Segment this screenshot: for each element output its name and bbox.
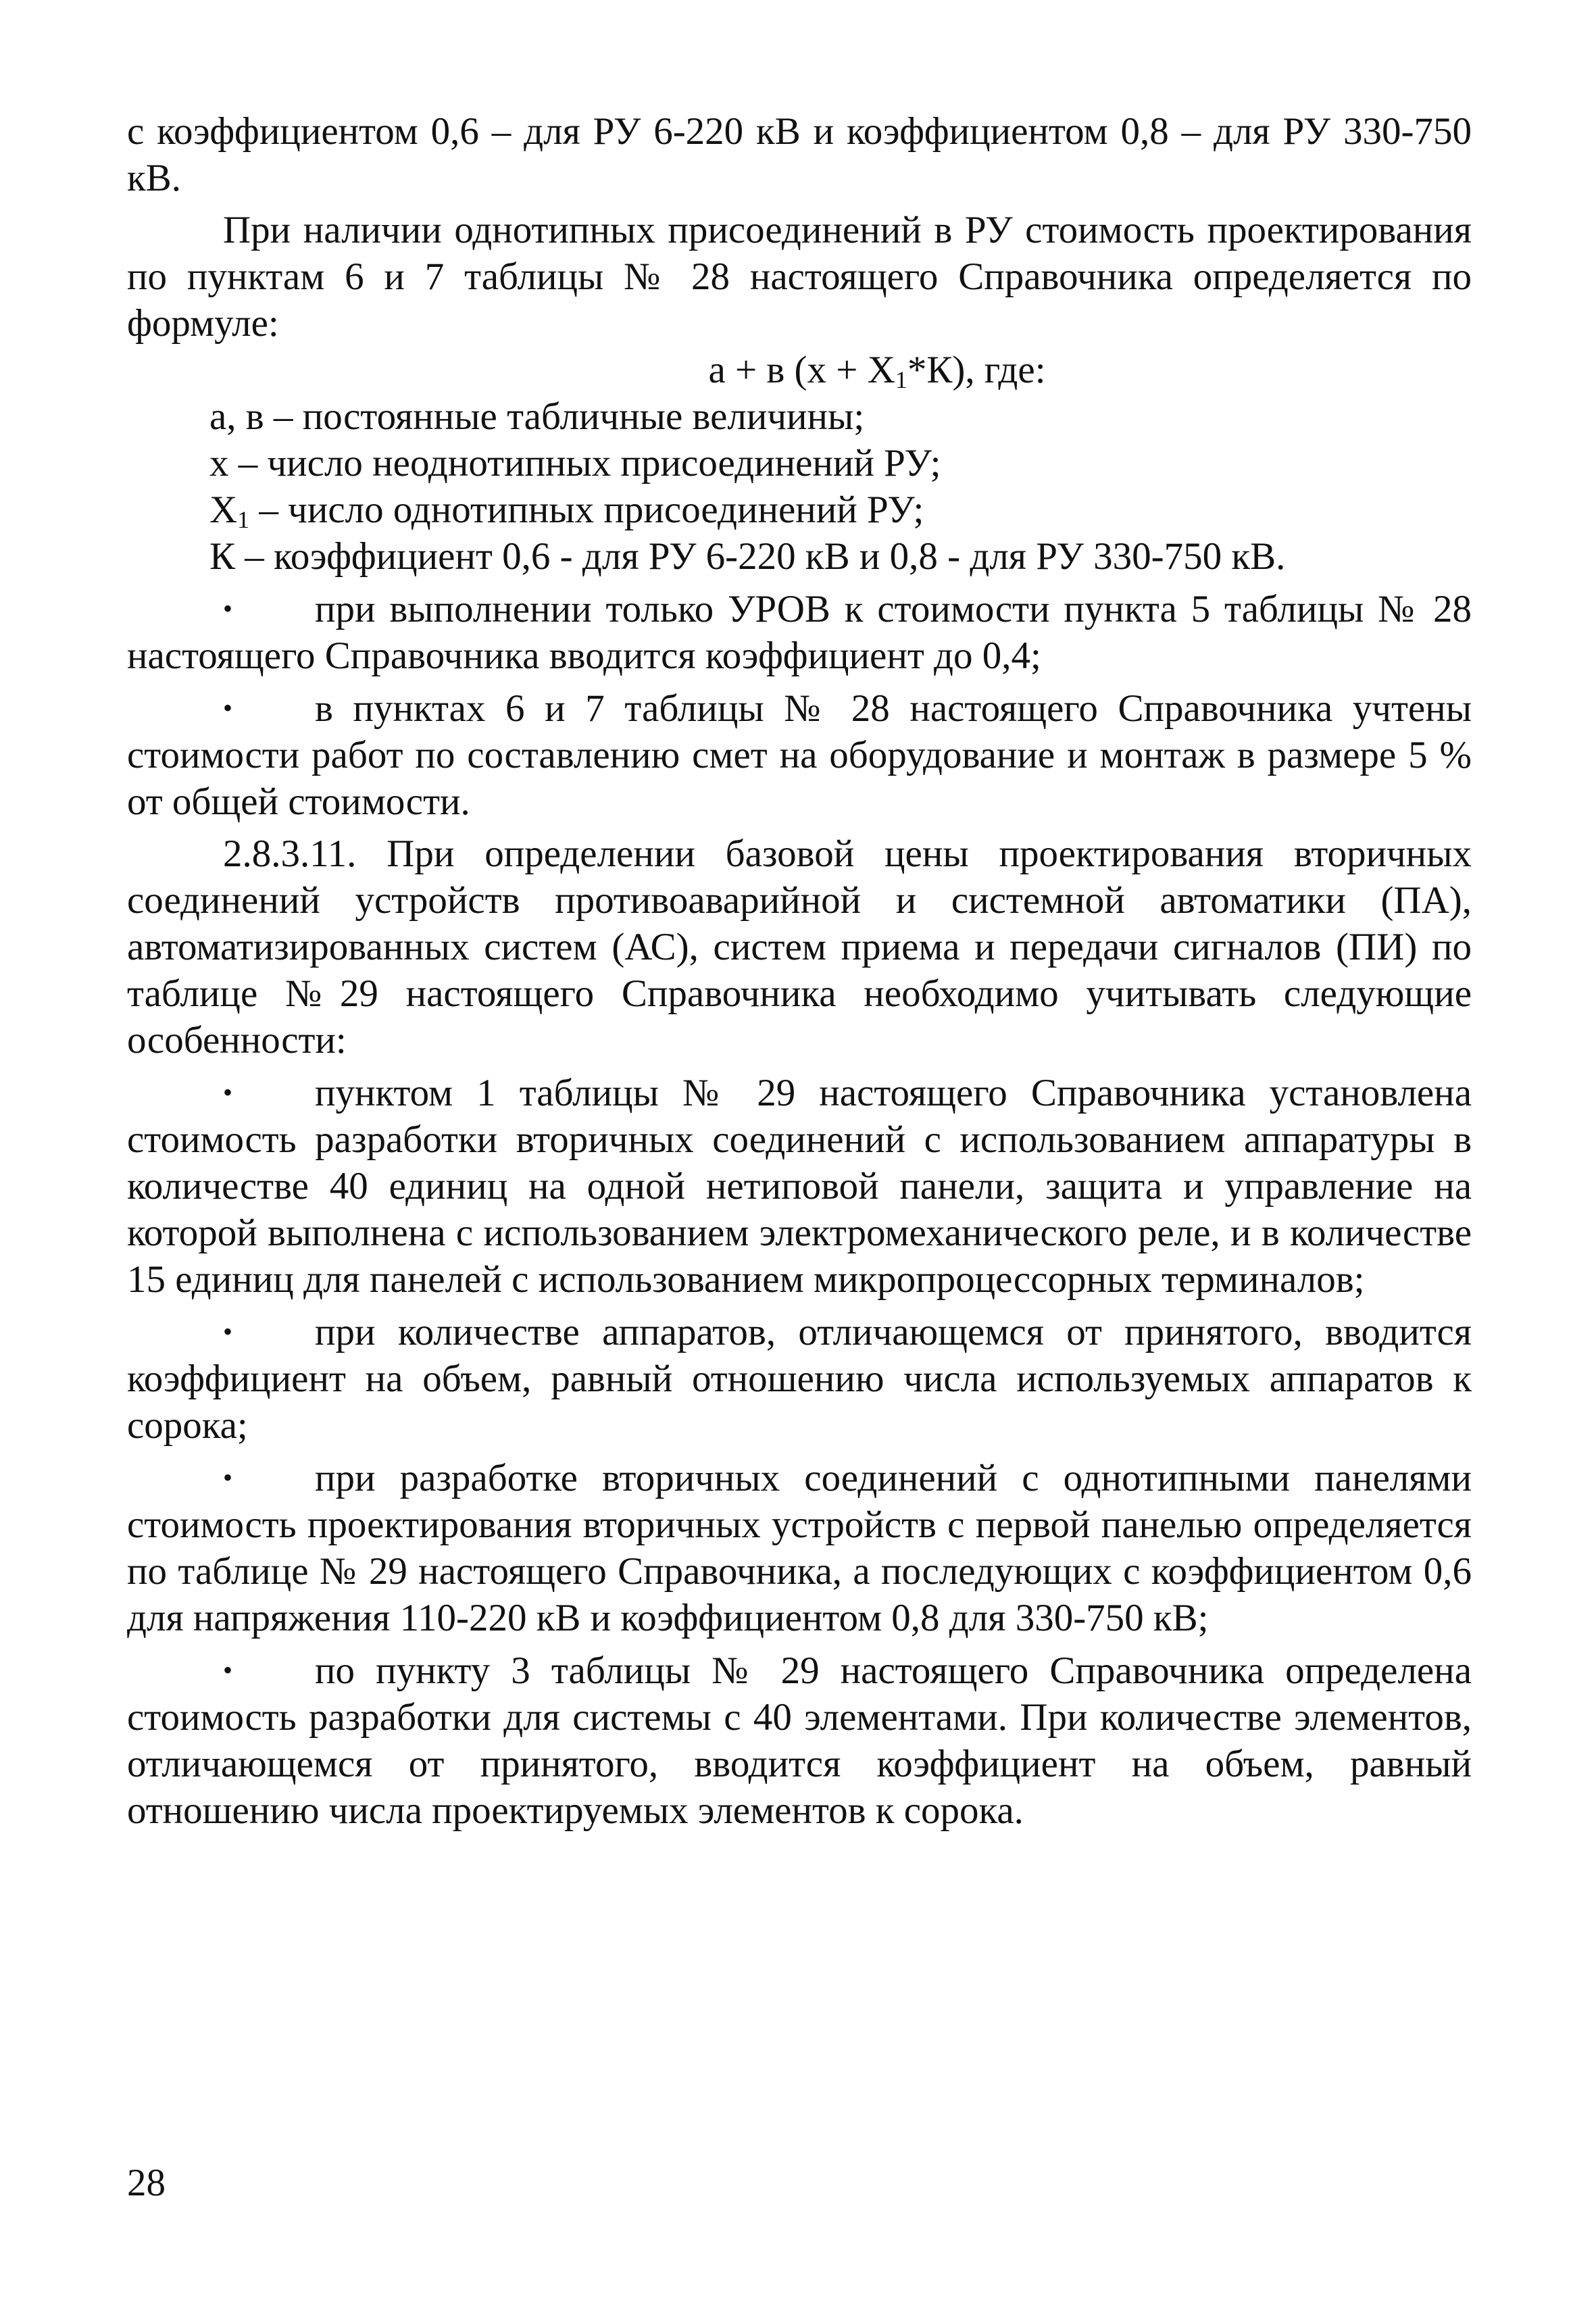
bullet-text: при выполнении только УРОВ к стоимости пункта 5 таблицы № 28 настоящего Справочника вводится коэффициент до 0,4; — [127, 588, 1472, 677]
bullet-icon: • — [223, 1462, 233, 1493]
bullet-text: при разработке вторичных соединений с однотипными панелями стоимость проектирования вторичных устройств с первой панелью определяется по таблице № 29 настоящего Справочника, а последующих с коэффициентом 0,6 для напряжения 110-220 кВ и коэффициентом 0,8 для 330-750 кВ; — [127, 1457, 1472, 1639]
definition-k: К – коэффициент 0,6 - для РУ 6-220 кВ и 0,8 - для РУ 330-750 кВ. — [209, 535, 1286, 578]
bullet-icon: • — [223, 693, 233, 723]
formula — [127, 347, 1472, 393]
paragraph-continuation: с коэффициентом 0,6 – для РУ 6-220 кВ и коэффициентом 0,8 – для РУ 330-750 кВ. — [127, 110, 1472, 199]
formula-subscript: 1 — [895, 366, 907, 393]
formula-tail: *К), где: — [907, 349, 1046, 391]
bullet-item-item3 — [127, 1647, 1472, 1834]
bullet-text: при количестве аппаратов, отличающемся от принятого, вводится коэффициент на объем, равный отношению числа используемых аппаратов к сорока; — [127, 1311, 1472, 1447]
document-body — [127, 108, 1472, 1834]
bullet-item-item1 — [127, 1069, 1472, 1303]
bullet-text: по пункту 3 таблицы № 29 настоящего Справочника определена стоимость разработки для системы с 40 элементами. При количестве элементов, отличающемся от принятого, вводится коэффициент на объем, равный отношению числа проектируемых элементов к сорока. — [127, 1649, 1472, 1832]
bullet-text: в пунктах 6 и 7 таблицы № 28 настоящего Справочника учтены стоимости работ по составлению смет на оборудование и монтаж в размере 5 % от общей стоимости. — [127, 687, 1472, 823]
definition-x1-text: – число однотипных присоединений РУ; — [249, 489, 924, 531]
bullet-icon: • — [223, 1077, 233, 1107]
bullet-text: пунктом 1 таблицы № 29 настоящего Справочника установлена стоимость разработки вторичных соединений с использованием аппаратуры в количестве 40 единиц на одной нетиповой панели, защита и управление на которой выполнена с использованием электромеханического реле, и в количестве 15 единиц для панелей с использованием микропроцессорных терминалов; — [127, 1072, 1472, 1301]
bullet-item-apparatus-count — [127, 1308, 1472, 1449]
bullet-item-similar-panels — [127, 1454, 1472, 1641]
definition-x1-symbol: Х — [209, 489, 238, 531]
bullet-icon: • — [223, 593, 233, 624]
formula-main: а + в (х + Х — [708, 349, 895, 391]
bullet-icon: • — [223, 1655, 233, 1685]
paragraph-2-8-3-11: 2.8.3.11. При определении базовой цены проектирования вторичных соединений устройств противоаварийной и системной автоматики (ПА), автоматизированных систем (АС), систем приема и передачи сигналов (ПИ) по таблице №29 настоящего Справочника необходимо учитывать следующие особенности: — [127, 832, 1472, 1062]
bullet-item-estimates — [127, 684, 1472, 825]
definition-x: х – число неоднотипных присоединений РУ; — [209, 442, 941, 484]
definition-x1 — [127, 487, 1472, 533]
definition-ab: а, в – постоянные табличные величины; — [209, 395, 865, 438]
bullet-icon: • — [223, 1316, 233, 1347]
definition-x1-subscript: 1 — [237, 506, 250, 533]
paragraph-similar-connections: При наличии однотипных присоединений в РУ стоимость проектирования по пунктам 6 и 7 таблицы № 28 настоящего Справочника определяется по формуле: — [127, 209, 1472, 345]
bullet-item-urov — [127, 585, 1472, 679]
page-number: 28 — [127, 2162, 166, 2204]
